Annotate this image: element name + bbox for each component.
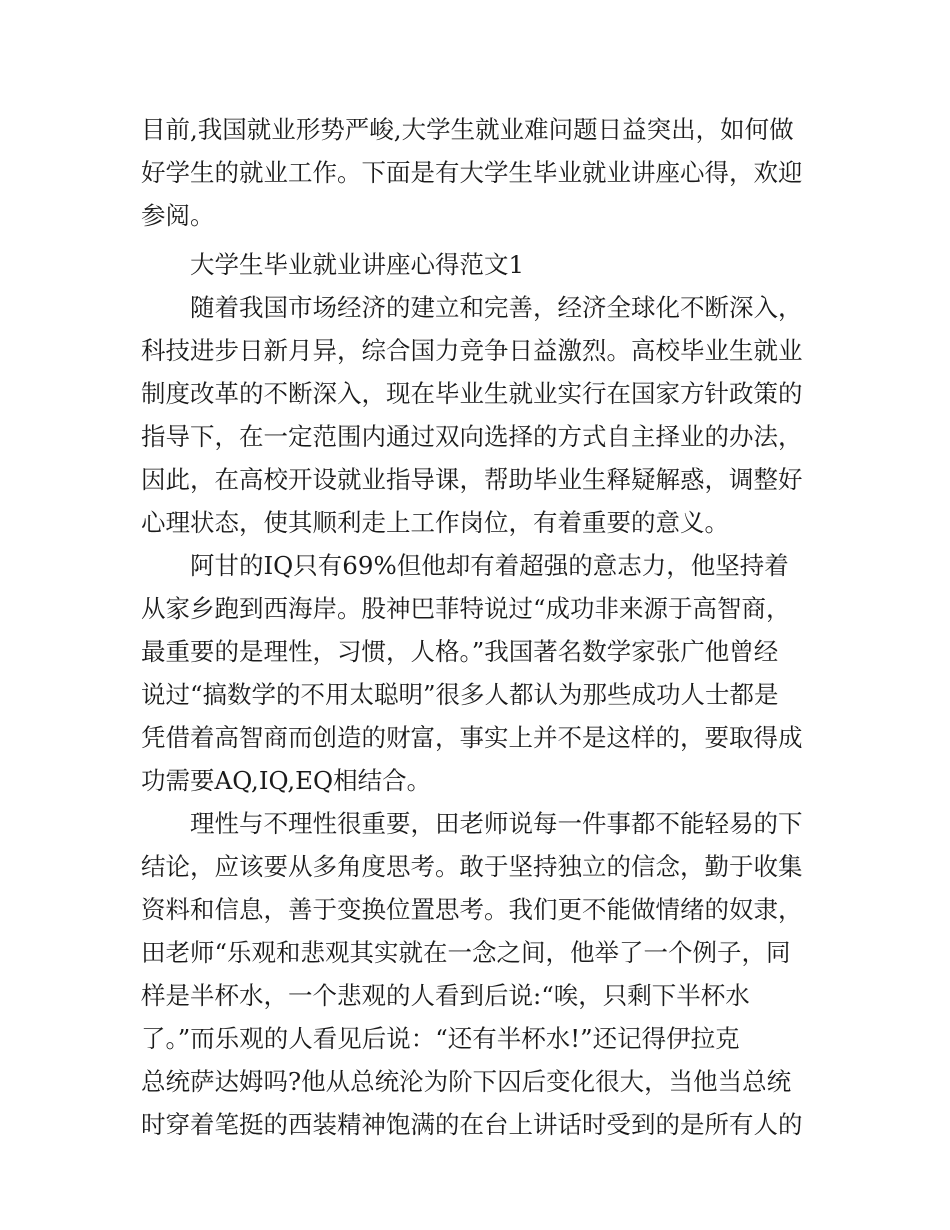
text-line: 因此，在高校开设就业指导课，帮助毕业生释疑解惑，调整好 <box>141 465 803 494</box>
text-line: 说过“搞数学的不用太聪明”很多人都认为那些成功人士都是 <box>141 680 779 709</box>
text-line: 理性与不理性很重要，田老师说每一件事都不能轻易的下 <box>190 809 803 838</box>
text-line: 指导下，在一定范围内通过双向选择的方式自主择业的办法， <box>141 422 803 451</box>
text-line: 从家乡跑到西海岸。股神巴菲特说过“成功非来源于高智商， <box>141 594 791 623</box>
text-line: 样是半杯水，一个悲观的人看到后说:“唉，只剩下半杯水 <box>141 981 750 1010</box>
text-line: 功需要AQ,IQ,EQ相结合。 <box>141 766 432 795</box>
paragraph-rationality <box>141 802 821 1146</box>
text-line: 了。”而乐观的人看见后说：“还有半杯水!”还记得伊拉克 <box>141 1024 740 1053</box>
text-line: 总统萨达姆吗?他从总统沦为阶下囚后变化很大，当他当总统 <box>141 1067 792 1096</box>
text-line: 制度改革的不断深入，现在毕业生就业实行在国家方针政策的 <box>141 379 803 408</box>
text-line: 阿甘的IQ只有69%但他却有着超强的意志力，他坚持着 <box>190 551 789 580</box>
text-line: 时穿着笔挺的西装精神饱满的在台上讲话时受到的是所有人的 <box>141 1110 803 1139</box>
paragraph-market-economy <box>141 286 821 544</box>
text-line: 资料和信息，善于变换位置思考。我们更不能做情绪的奴隶， <box>141 895 803 924</box>
text-line: 随着我国市场经济的建立和完善，经济全球化不断深入， <box>190 293 803 322</box>
text-line: 凭借着高智商而创造的财富，事实上并不是这样的，要取得成 <box>141 723 803 752</box>
text-line: 目前,我国就业形势严峻,大学生就业难问题日益突出，如何做 <box>141 115 794 144</box>
text-line: 参阅。 <box>141 201 215 230</box>
text-line: 心理状态，使其顺利走上工作岗位，有着重要的意义。 <box>141 508 729 537</box>
text-line: 科技进步日新月异，综合国力竞争日益激烈。高校毕业生就业 <box>141 336 803 365</box>
text-line: 田老师“乐观和悲观其实就在一念之间，他举了一个例子，同 <box>141 938 791 967</box>
text-line: 好学生的就业工作。下面是有大学生毕业就业讲座心得，欢迎 <box>141 158 803 187</box>
intro-paragraph <box>141 108 821 237</box>
document-body <box>141 108 821 1146</box>
section-title: 大学生毕业就业讲座心得范文1 <box>190 250 525 279</box>
text-line: 结论，应该要从多角度思考。敢于坚持独立的信念，勤于收集 <box>141 852 803 881</box>
paragraph-forrest-gump <box>141 544 821 802</box>
text-line: 最重要的是理性，习惯，人格。”我国著名数学家张广他曾经 <box>141 637 779 666</box>
